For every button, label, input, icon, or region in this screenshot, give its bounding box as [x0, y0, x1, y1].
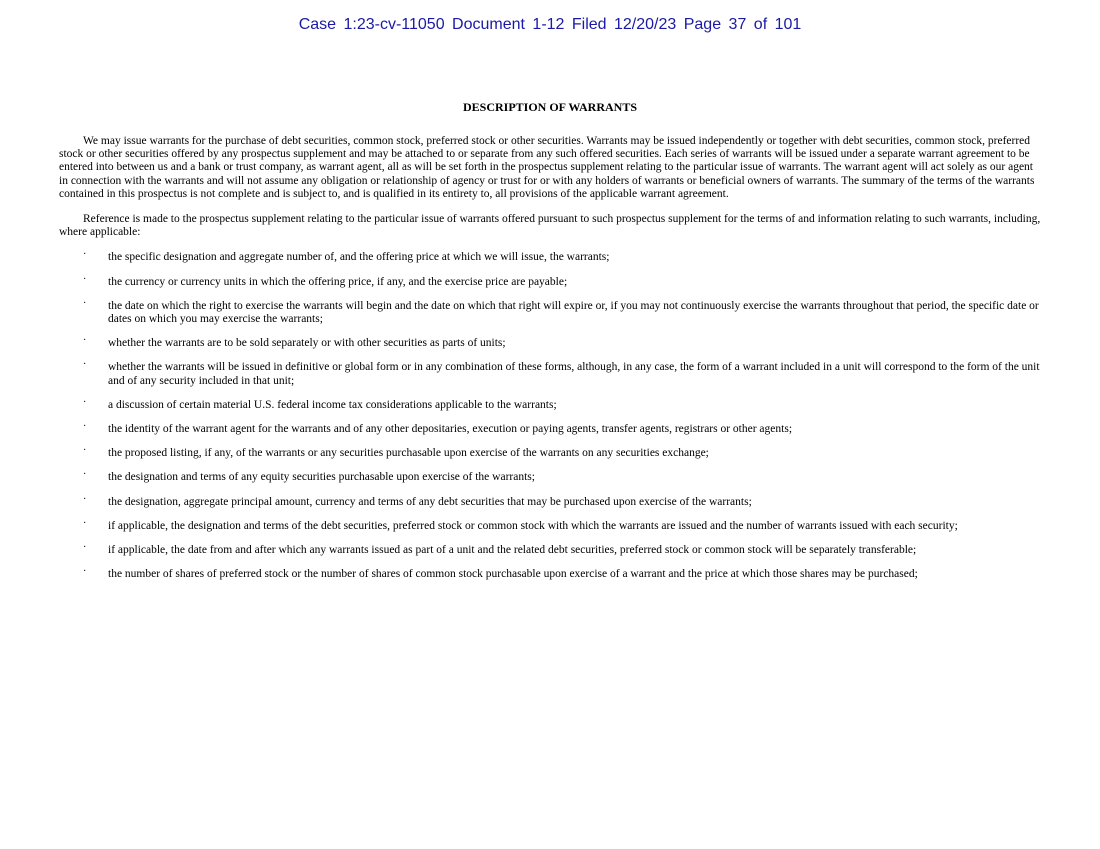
bullet-icon: · [83, 297, 87, 309]
bullet-icon: · [83, 335, 87, 347]
paragraph-intro: We may issue warrants for the purchase of debt securities, common stock, preferred stock or other securities. Warrants may be issued independently or together with debt securities, common stock, preferred stock or other securities offered by any prospectus supplement and may be attached to or separate from any such offered securities. Each series of warrants will be issued under a separate warrant agreement to be entered into between us and a bank or trust company, as warrant agent, all as will be set forth in the prospectus supplement relating to the particular issue of warrants. The warrant agent will act solely as our agent in connection with the warrants and will not assume any obligation or relationship of agency or trust for or with any holders of warrants or beneficial owners of warrants. The summary of the terms of the warrants contained in this prospectus is not complete and is subject to, and is qualified in its entirety to, all provisions of the applicable warrant agreement. [59, 135, 1035, 200]
document-body [59, 135, 1041, 592]
bullet-icon: · [83, 493, 87, 505]
bullet-icon: · [83, 445, 87, 457]
list-item-text: a discussion of certain material U.S. federal income tax considerations applicable to the warrants; [108, 398, 557, 411]
bullet-icon: · [83, 469, 87, 481]
list-item-text: whether the warrants will be issued in definitive or global form or in any combination of these forms, although, in any case, the form of a warrant included in a unit will correspond to the form of the unit and of any security included in that unit; [108, 361, 1040, 387]
list-item [59, 361, 1041, 387]
list-item-text: the currency or currency units in which the offering price, if any, and the exercise price are payable; [108, 275, 568, 288]
bullet-icon: · [83, 542, 87, 554]
warrant-terms-list [59, 251, 1041, 581]
list-item [59, 517, 1041, 533]
paragraph-reference: Reference is made to the prospectus supplement relating to the particular issue of warrants offered pursuant to such prospectus supplement for the terms of and information relating to such warrants, including, where applicable: [59, 213, 1041, 239]
document-title: DESCRIPTION OF WARRANTS [462, 100, 638, 114]
list-item [59, 396, 1041, 412]
list-item [59, 251, 1041, 264]
bullet-icon: · [83, 396, 87, 408]
bullet-icon: · [83, 566, 87, 578]
list-item-text: the designation, aggregate principal amount, currency and terms of any debt securities that may be purchased upon exercise of the warrants; [108, 495, 752, 508]
list-item [59, 447, 1041, 460]
list-item [59, 297, 1041, 326]
bullet-icon: · [83, 359, 87, 371]
bullet-icon: · [83, 273, 87, 285]
list-item-text: the number of shares of preferred stock or the number of shares of common stock purchasable upon exercise of a warrant and the price at which those shares may be purchased; [108, 568, 918, 581]
list-item [59, 471, 1041, 484]
list-item-text: the date on which the right to exercise the warrants will begin and the date on which that right will expire or, if you may not continuously exercise the warrants throughout that period, the specific date or dates on which you may exercise the warrants; [108, 299, 1039, 326]
list-item [59, 544, 1041, 557]
list-item [59, 273, 1041, 289]
list-item-text: the designation and terms of any equity securities purchasable upon exercise of the warrants; [108, 471, 535, 484]
bullet-icon: · [83, 517, 87, 529]
case-header: Case 1:23-cv-11050 Document 1-12 Filed 12/20/23 Page 37 of 101 [298, 16, 802, 33]
list-item [59, 493, 1041, 509]
list-item [59, 337, 1041, 350]
list-item [59, 423, 1041, 436]
list-item-text: whether the warrants are to be sold separately or with other securities as parts of units; [108, 337, 506, 350]
list-item-text: if applicable, the date from and after which any warrants issued as part of a unit and the related debt securities, preferred stock or common stock will be separately transferable; [108, 544, 917, 557]
list-item-text: the specific designation and aggregate number of, and the offering price at which we will issue, the warrants; [108, 251, 610, 264]
list-item-text: the proposed listing, if any, of the warrants or any securities purchasable upon exercise of the warrants on any securities exchange; [108, 447, 709, 460]
list-item [59, 568, 1041, 581]
list-item-text: if applicable, the designation and terms of the debt securities, preferred stock or common stock with which the warrants are issued and the number of warrants issued with each security; [108, 519, 958, 532]
list-item-text: the identity of the warrant agent for the warrants and of any other depositaries, execution or paying agents, transfer agents, registrars or other agents; [108, 423, 793, 436]
bullet-icon: · [83, 421, 87, 433]
bullet-icon: · [83, 249, 87, 261]
